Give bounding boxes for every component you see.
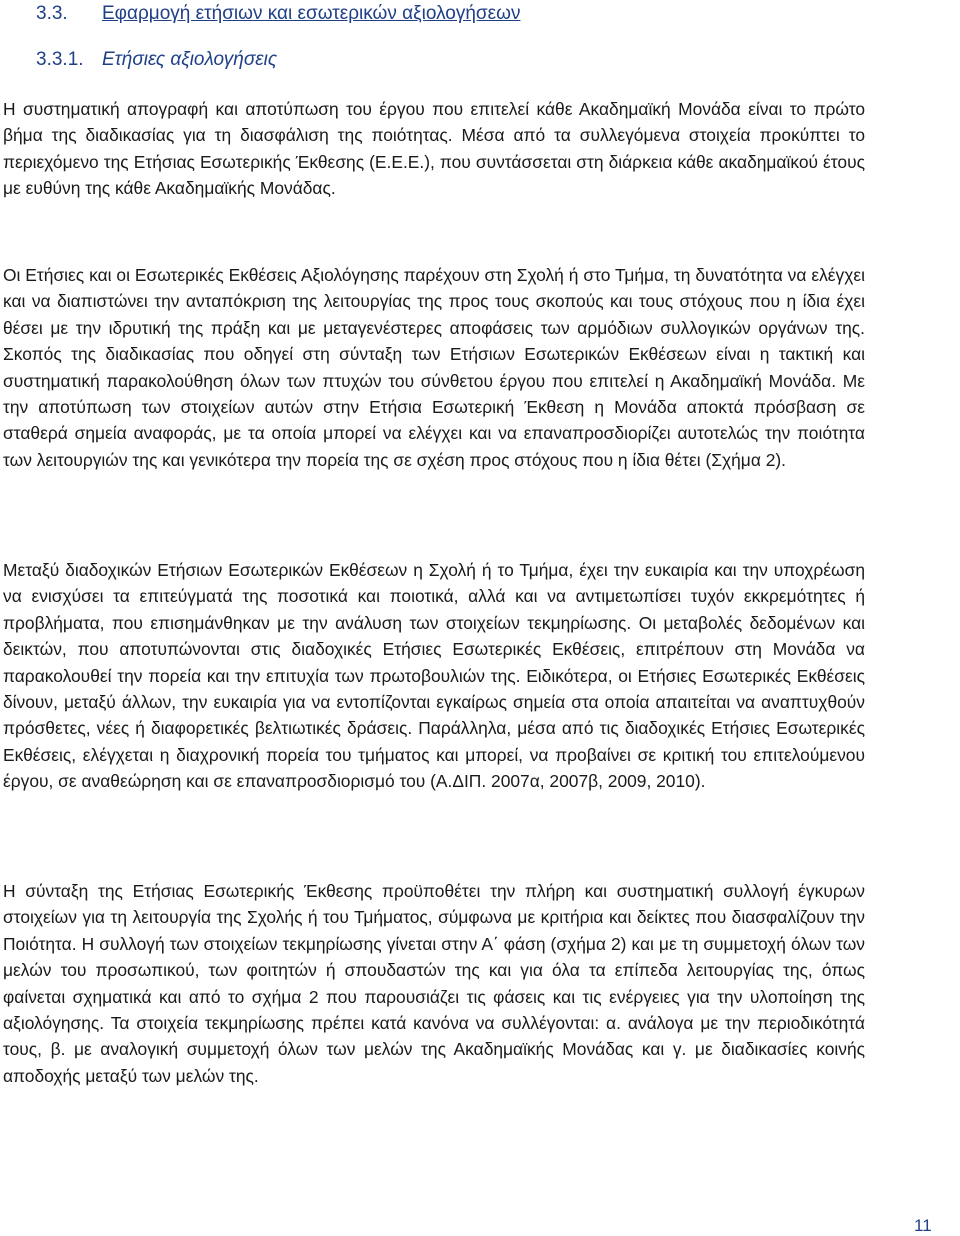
paragraph-4: Η σύνταξη της Ετήσιας Εσωτερικής Έκθεσης προϋποθέτει την πλήρη και συστηματική συλλογή έγκυρων στοιχείων για τη λειτουργία της Σχολής ή του Τμήματος, σύμφωνα με κριτήρια και δείκτες που διασφαλίζουν την Ποιότητα. Η συλλογή των στοιχείων τεκμηρίωσης γίνεται στην Α΄ φάση (σχήμα 2) και με τη συμμετοχή όλων των μελών του προσωπικού, των φοιτητών ή σπουδαστών της και για όλα τα επίπεδα λειτουργίας της, όπως φαίνεται σχηματικά και από το σχήμα 2 που παρουσιάζει τις φάσεις και τις ενέργειες για την υλοποίηση της αξιολόγησης. Τα στοιχεία τεκμηρίωσης πρέπει κατά κανόνα να συλλέγονται: α. ανάλογα με την περιοδικότητά τους, β. με αναλογική συμμετοχή όλων των μελών της Ακαδημαϊκής Μονάδας και γ. με διαδικασίες κοινής αποδοχής μεταξύ των μελών της. xyxy=(3,881,865,1086)
paragraph-1: Η συστηματική απογραφή και αποτύπωση του έργου που επιτελεί κάθε Ακαδημαϊκή Μονάδα είναι το πρώτο βήμα της διαδικασίας για τη διασφάλιση της ποιότητας. Μέσα από τα συλλεγόμενα στοιχεία προκύπτει το περιεχόμενο της Ετήσιας Εσωτερικής Έκθεσης (Ε.Ε.Ε.), που συντάσσεται στη διάρκεια κάθε ακαδημαϊκού έτους με ευθύνη της κάθε Ακαδημαϊκής Μονάδας. xyxy=(3,99,865,199)
page-number: 11 xyxy=(914,1216,932,1235)
section-title: Εφαρμογή ετήσιων και εσωτερικών αξιολογήσεων xyxy=(102,3,521,24)
section-heading xyxy=(36,2,520,26)
paragraph-3: Μεταξύ διαδοχικών Ετήσιων Εσωτερικών Εκθέσεων η Σχολή ή το Τμήμα, έχει την ευκαιρία και την υποχρέωση να ενισχύσει τα επιτεύγματά της ποσοτικά και ποιοτικά, αλλά και να αντιμετωπίσει τυχόν εκκρεμότητες ή προβλήματα, που επισημάνθηκαν με την ανάλυση των στοιχείων τεκμηρίωσης. Οι μεταβολές δεδομένων και δεικτών, που αποτυπώνονται στις διαδοχικές Ετήσιες Εσωτερικές Εκθέσεις, επιτρέπουν στη Μονάδα να παρακολουθεί την πορεία και την επιτυχία των πρωτοβουλιών της. Ειδικότερα, οι Ετήσιες Εσωτερικές Εκθέσεις δίνουν, μεταξύ άλλων, την ευκαιρία για να εντοπίζονται εγκαίρως σημεία στα οποία απαιτείται να αναπτυχθούν πρόσθετες, νέες ή διαφορετικές βελτιωτικές δράσεις. Παράλληλα, μέσα από τις διαδοχικές Ετήσιες Εσωτερικές Εκθέσεις, ελέγχεται η διαχρονική πορεία του τμήματος και μπορεί, να προβαίνει σε κριτική του επιτελούμενου έργου, σε αναθεώρηση και σε επαναπροσδιορισμό του (Α.ΔΙΠ. 2007α, 2007β, 2009, 2010). xyxy=(3,560,865,792)
subsection-title: Ετήσιες αξιολογήσεις xyxy=(102,49,278,70)
section-number: 3.3. xyxy=(36,3,68,24)
subsection-number: 3.3.1. xyxy=(36,49,84,70)
subsection-heading xyxy=(36,48,277,72)
paragraph-2: Οι Ετήσιες και οι Εσωτερικές Εκθέσεις Αξιολόγησης παρέχουν στη Σχολή ή στο Τμήμα, τη δυνατότητα να ελέγχει και να διαπιστώνει την ανταπόκριση της λειτουργίας της προς τους σκοπούς και τους στόχους που η ίδια έχει θέσει με την ιδρυτική της πράξη και με μεταγενέστερες αποφάσεις των αρμόδιων συλλογικών οργάνων της. Σκοπός της διαδικασίας που οδηγεί στη σύνταξη των Ετήσιων Εσωτερικών Εκθέσεων είναι η τακτική και συστηματική παρακολούθηση όλων των πτυχών του σύνθετου έργου που επιτελεί η Ακαδημαϊκή Μονάδα. Με την αποτύπωση των στοιχείων αυτών στην Ετήσια Εσωτερική Έκθεση η Μονάδα αποκτά πρόσβαση σε σταθερά σημεία αναφοράς, με τα οποία μπορεί να ελέγχει και να επαναπροσδιορίζει αυτοτελώς την ποιότητα των λειτουργιών της και γενικότερα την πορεία της σε σχέση προς στόχους που η ίδια θέτει (Σχήμα 2). xyxy=(3,265,865,470)
